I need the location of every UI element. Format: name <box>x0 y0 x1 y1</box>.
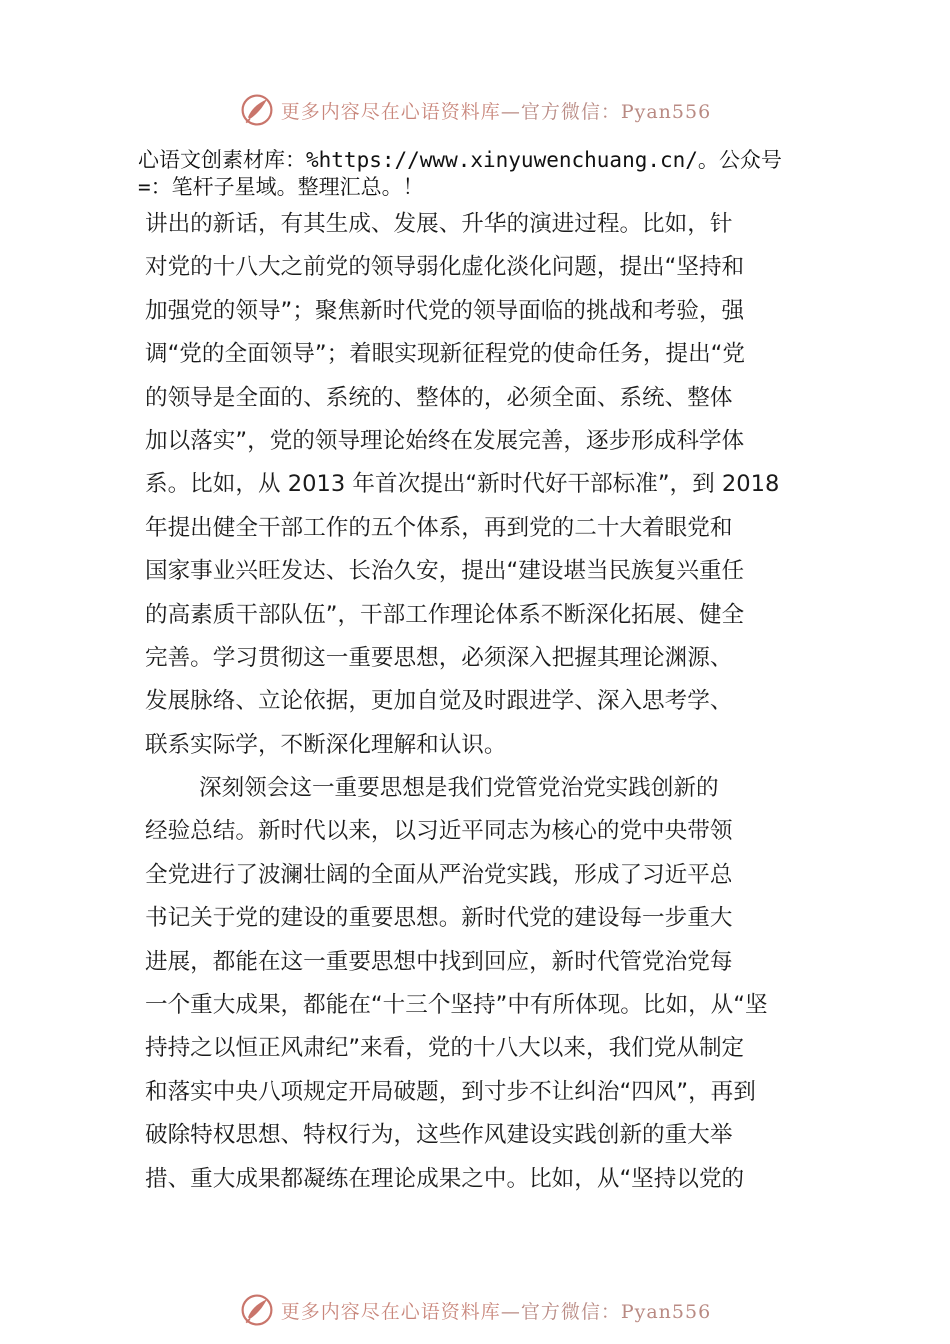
paragraph-1-line: 调“党的全面领导”；着眼实现新征程党的使命任务，提出“党 <box>145 341 745 368</box>
banner-slogan: 更多内容尽在心语资料库 <box>280 1300 501 1323</box>
paragraph-1-line: 讲出的新话，有其生成、发展、升华的演进过程。比如，针 <box>145 211 733 237</box>
paragraph-2-line: 深刻领会这一重要思想是我们党管党治党实践创新的 <box>199 775 719 802</box>
header-banner <box>0 90 950 130</box>
paragraph-2-line: 书记关于党的建设的重要思想。新时代党的建设每一步重大 <box>145 905 733 932</box>
banner-slogan: 更多内容尽在心语资料库 <box>280 100 501 123</box>
paragraph-1-line: 加强党的领导”；聚焦新时代党的领导面临的挑战和考验，强 <box>145 297 745 324</box>
paragraph-2-line: 经验总结。新时代以来，以习近平同志为核心的党中央带领 <box>145 818 733 845</box>
paragraph-1-line: 完善。学习贯彻这一重要思想，必须深入把握其理论渊源、 <box>145 644 733 671</box>
paragraph-2-line: 和落实中央八项规定开局破题，到寸步不让纠治“四风”，再到 <box>145 1078 756 1105</box>
banner-dash: — <box>500 1300 521 1323</box>
paragraph-2-line: 持持之以恒正风肃纪”来看，党的十八大以来，我们党从制定 <box>145 1035 745 1062</box>
paragraph-2-line: 措、重大成果都凝练在理论成果之中。比如，从“坚持以党的 <box>145 1165 745 1192</box>
paragraph-1-line: 对党的十八大之前党的领导弱化虚化淡化问题，提出“坚持和 <box>145 254 745 281</box>
paragraph-2-line: 一个重大成果，都能在“十三个坚持”中有所体现。比如，从“坚 <box>145 992 768 1019</box>
source-note-line: =：笔杆子星域。整理汇总。！ <box>138 175 424 199</box>
source-note-line: 心语文创素材库：%https://www.xinyuwenchuang.cn/。公众号 <box>138 148 782 172</box>
paragraph-1-line: 的领导是全面的、系统的、整体的，必须全面、系统、整体 <box>145 384 733 411</box>
paragraph-1-line: 联系实际学，不断深化理解和认识。 <box>145 731 507 758</box>
article-body <box>145 203 815 1201</box>
pen-logo-icon <box>239 92 275 128</box>
paragraph-1-line: 国家事业兴旺发达、长治久安，提出“建设堪当民族复兴重任 <box>145 558 745 585</box>
banner-contact: 官方微信： <box>520 1300 621 1323</box>
pen-logo-icon <box>239 1292 275 1328</box>
banner-text <box>281 1297 711 1324</box>
paragraph-1-line: 发展脉络、立论依据，更加自觉及时跟进学、深入思考学、 <box>145 688 733 715</box>
banner-wechat-id: Pyan556 <box>620 100 712 123</box>
paragraph-1-line: 年提出健全干部工作的五个体系，再到党的二十大着眼党和 <box>145 514 733 541</box>
paragraph-2-line: 进展，都能在这一重要思想中找到回应，新时代管党治党每 <box>145 948 733 975</box>
banner-dash: — <box>500 100 521 123</box>
paragraph-1-line: 系。比如，从 2013 年首次提出“新时代好干部标准”，到 2018 <box>145 471 780 498</box>
banner-contact: 官方微信： <box>520 100 621 123</box>
paragraph-1-line: 加以落实”，党的领导理论始终在发展完善，逐步形成科学体 <box>145 427 745 454</box>
source-note <box>138 147 838 201</box>
paragraph-2-line: 破除特权思想、特权行为，这些作风建设实践创新的重大举 <box>145 1122 733 1149</box>
footer-banner <box>0 1290 950 1330</box>
banner-text <box>281 97 711 124</box>
paragraph-2-line: 全党进行了波澜壮阔的全面从严治党实践，形成了习近平总 <box>145 861 733 888</box>
banner-wechat-id: Pyan556 <box>620 1300 712 1323</box>
paragraph-1-line: 的高素质干部队伍”，干部工作理论体系不断深化拓展、健全 <box>145 601 745 628</box>
